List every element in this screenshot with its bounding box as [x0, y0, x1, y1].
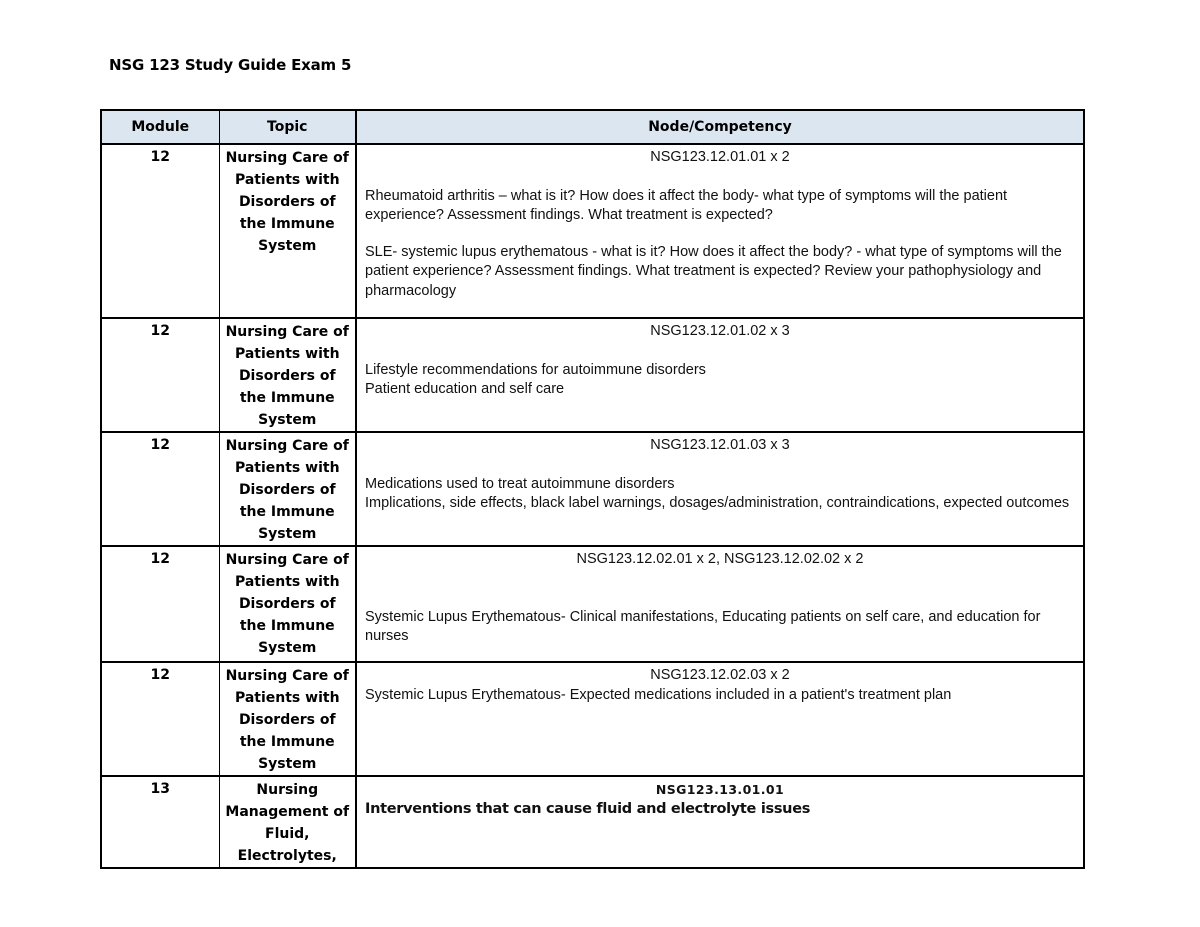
module-cell: 13: [101, 776, 219, 868]
competency-code: NSG123.12.02.03 x 2: [650, 667, 790, 683]
module-cell: 12: [101, 432, 219, 546]
study-guide-table: [100, 109, 1085, 869]
competency-text: Systemic Lupus Erythematous- Expected medications included in a patient's treatment plan: [365, 686, 952, 703]
table-row: [101, 432, 1084, 546]
competency-text: Patient education and self care: [365, 381, 565, 397]
node-competency-cell: [356, 318, 1084, 432]
topic-cell: Nursing Care of Patients with Disorders of the Immune System: [219, 318, 356, 432]
table-row: [101, 662, 1084, 776]
node-competency-cell: [356, 432, 1084, 546]
competency-code: NSG123.12.02.01 x 2, NSG123.12.02.02 x 2: [576, 551, 864, 567]
module-cell: 12: [101, 144, 219, 318]
competency-code: NSG123.12.01.02 x 3: [650, 323, 790, 339]
node-competency-cell: [356, 662, 1084, 776]
competency-text: Interventions that can cause fluid and electrolyte issues: [365, 800, 811, 817]
topic-cell: Nursing Care of Patients with Disorders of the Immune System: [219, 546, 356, 662]
table-row: [101, 776, 1084, 868]
competency-code: NSG123.12.01.01 x 2: [650, 149, 790, 165]
document-title: NSG 123 Study Guide Exam 5: [109, 56, 352, 74]
competency-text: Rheumatoid arthritis – what is it? How does it affect the body- what type of symptoms will the patient experience? Assessment findings. What treatment is expected?: [365, 187, 1008, 223]
column-header-topic: Topic: [219, 110, 356, 144]
competency-code: NSG123.12.01.03 x 3: [650, 437, 790, 453]
topic-cell: Nursing Management of Fluid, Electrolytes,: [219, 776, 356, 868]
table-row: [101, 546, 1084, 662]
table-row: [101, 144, 1084, 318]
table-header-row: [101, 110, 1084, 144]
competency-text: Medications used to treat autoimmune disorders: [365, 475, 675, 492]
topic-cell: Nursing Care of Patients with Disorders of the Immune System: [219, 144, 356, 318]
table-row: [101, 318, 1084, 432]
column-header-module: Module: [101, 110, 219, 144]
topic-cell: Nursing Care of Patients with Disorders of the Immune System: [219, 662, 356, 776]
competency-text: Systemic Lupus Erythematous- Clinical manifestations, Educating patients on self care, and education for nurses: [365, 608, 1041, 644]
node-competency-cell: [356, 546, 1084, 662]
node-competency-cell: [356, 144, 1084, 318]
module-cell: 12: [101, 662, 219, 776]
module-cell: 12: [101, 318, 219, 432]
competency-text: Lifestyle recommendations for autoimmune disorders: [365, 361, 706, 378]
module-cell: 12: [101, 546, 219, 662]
column-header-node-competency: Node/Competency: [356, 110, 1084, 144]
node-competency-cell: [356, 776, 1084, 868]
competency-code: NSG123.13.01.01: [655, 782, 785, 797]
topic-cell: Nursing Care of Patients with Disorders of the Immune System: [219, 432, 356, 546]
competency-text: SLE- systemic lupus erythematous - what is it? How does it affect the body? - what type of symptoms will the patient experience? Assessment findings. What treatment is expected? Review your pathophysiology and pharmacology: [365, 243, 1062, 299]
competency-text: Implications, side effects, black label warnings, dosages/administration, contraindications, expected outcomes: [365, 495, 1070, 511]
